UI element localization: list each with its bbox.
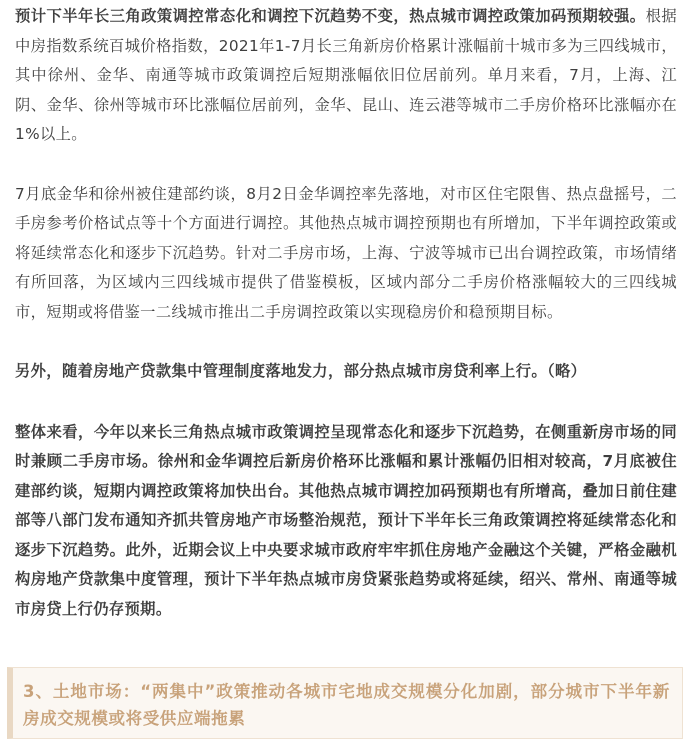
paragraph-summary-body: 整体来看，今年以来长三角热点城市政策调控呈现常态化和逐步下沉趋势，在侧重新房市场的同时兼顾二手房市场。徐州和金华调控后新房价格环比涨幅和累计涨幅仍旧相对较高，7月底被住建部约谈，短期内调控政策将加快出台。其他热点城市调控加码预期也有所增高，叠加日前住建部等八部门发布通知齐抓共管房地产市场整治规范，预计下半年长三角政策调控将延续常态化和逐步下沉趋势。此外，近期会议上中央要求城市政府牢牢抓住房地产金融这个关键，严格金融机构房地产贷款集中度管理，预计下半年热点城市房贷紧张趋势或将延续，绍兴、常州、南通等城市房贷上行仍存预期。 (15, 422, 677, 618)
paragraph-mortgage-lead: 另外，随着房地产贷款集中管理制度落地发力，部分热点城市房贷利率上行。（略） (15, 362, 587, 380)
paragraph-outlook-lead: 预计下半年长三角政策调控常态化和调控下沉趋势不变，热点城市调控政策加码预期较强。 (15, 7, 646, 25)
paragraph-regulation-body: 7月底金华和徐州被住建部约谈，8月2日金华调控率先落地，对市区住宅限售、热点盘摇号，二手房参考价格试点等十个方面进行调控。其他热点城市调控预期也有所增加，下半年调控政策或将延续常态化和逐步下沉趋势。针对二手房市场，上海、宁波等城市已出台调控政策，市场情绪有所回落，为区域内三四线城市提供了借鉴模板，区域内部分二手房价格涨幅较大的三四线城市，短期或将借鉴一二线城市推出二手房调控政策以实现稳房价和稳预期目标。 (15, 184, 677, 321)
article-body (15, 0, 677, 624)
paragraph-regulation (15, 180, 677, 328)
paragraph-mortgage (15, 357, 677, 387)
paragraph-summary (15, 418, 677, 625)
section-title: 3、土地市场：“两集中”政策推动各城市宅地成交规模分化加剧，部分城市下半年新房成交规模或将受供应端拖累 (23, 682, 670, 728)
paragraph-outlook (15, 2, 677, 150)
section-heading-box (7, 667, 683, 739)
paragraph-outlook-body: 根据中房指数系统百城价格指数，2021年1-7月长三角新房价格累计涨幅前十城市多为三四线城市，其中徐州、金华、南通等城市政策调控后短期涨幅依旧位居前列。单月来看，7月，上海、江阴、金华、徐州等城市环比涨幅位居前列，金华、昆山、连云港等城市二手房价格环比涨幅亦在1%以上。 (15, 7, 677, 143)
